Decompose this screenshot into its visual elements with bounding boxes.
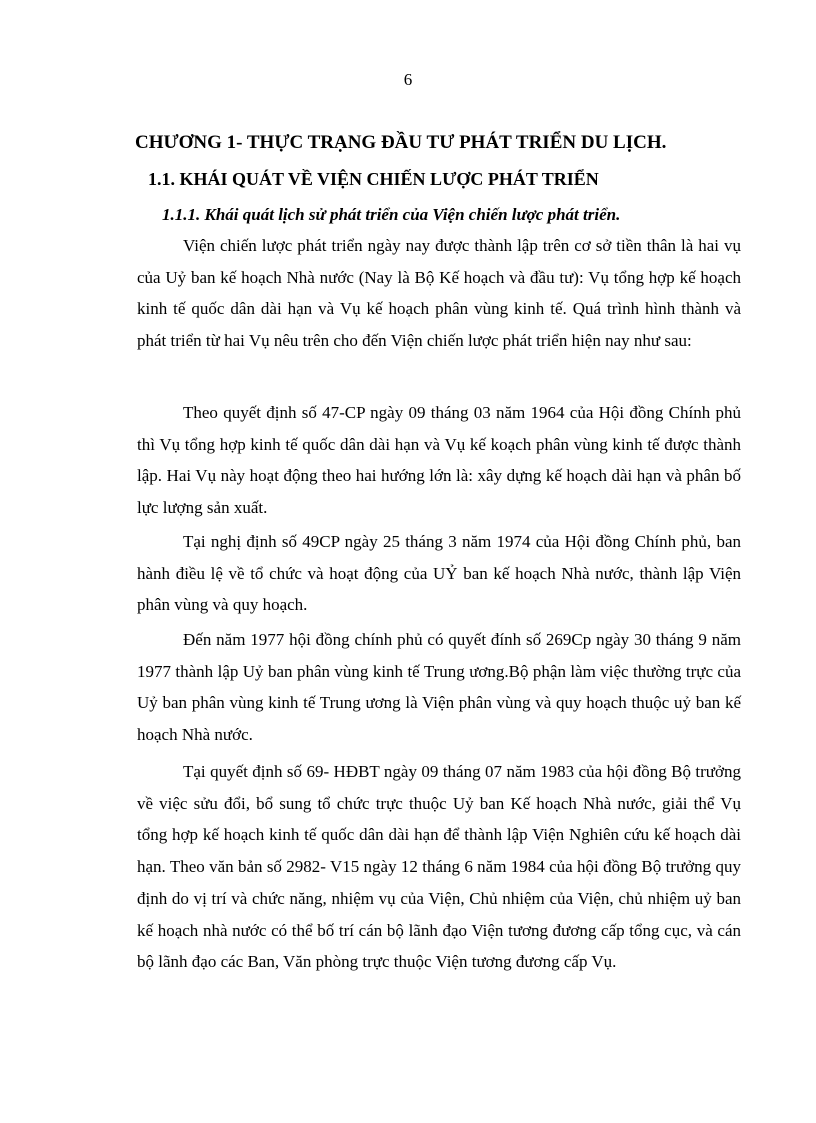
section-title: 1.1. KHÁI QUÁT VỀ VIỆN CHIẾN LƯỢC PHÁT TRIỂN: [148, 169, 599, 189]
paragraph-1: Viện chiến lược phát triển ngày nay được thành lập trên cơ sở tiền thân là hai vụ của Uỷ ban kế hoạch Nhà nước (Nay là Bộ Kế hoạch và đầu tư): Vụ tổng hợp kế hoạch kinh tế quốc dân dài hạn và Vụ kế hoạch phân vùng kinh tế. Quá trình hình thành và phát triển từ hai Vụ nêu trên cho đến Viện chiến lược phát triển hiện nay như sau:: [137, 236, 741, 351]
subsection-title: 1.1.1. Khái quát lịch sử phát triển của Viện chiến lược phát triển.: [162, 205, 621, 224]
chapter-title: CHƯƠNG 1- THỰC TRẠNG ĐẦU TƯ PHÁT TRIỂN DU LỊCH.: [135, 132, 667, 153]
paragraph-4: Đến năm 1977 hội đồng chính phủ có quyết đính số 269Cp ngày 30 tháng 9 năm 1977 thành lập Uỷ ban phân vùng kinh tế Trung ương.Bộ phận làm việc thường trực của Uỷ ban phân vùng kinh tế Trung ương là Viện phân vùng và quy hoạch thuộc uỷ ban kế hoạch Nhà nước.: [137, 630, 741, 745]
paragraph-2: Theo quyết định số 47-CP ngày 09 tháng 03 năm 1964 của Hội đồng Chính phủ thì Vụ tổng hợp kinh tế quốc dân dài hạn và Vụ kế koạch phân vùng kinh tế được thành lập. Hai Vụ này hoạt động theo hai hướng lớn là: xây dựng kế hoạch dài hạn và phân bố lực lượng sản xuất.: [137, 403, 741, 518]
paragraph-5: Tại quyết định số 69- HĐBT ngày 09 tháng 07 năm 1983 của hội đồng Bộ trưởng về việc sửu đổi, bổ sung tổ chức trực thuộc Uỷ ban Kế hoạch Nhà nước, giải thể Vụ tổng hợp kế hoạch kinh tế quốc dân dài hạn để thành lập Viện Nghiên cứu kế hoạch dài hạn. Theo văn bản số 2982- V15 ngày 12 tháng 6 năm 1984 của hội đồng Bộ trưởng quy định do vị trí và chức năng, nhiệm vụ của Viện, Chủ nhiệm của Viện, chủ nhiệm uỷ ban kế hoạch nhà nước có thể bố trí cán bộ lãnh đạo Viện tương đương cấp tổng cục, và cán bộ lãnh đạo các Ban, Văn phòng trực thuộc Viện tương đương cấp Vụ.: [137, 762, 741, 972]
page-number: 6: [403, 70, 413, 89]
paragraph-3: Tại nghị định số 49CP ngày 25 tháng 3 năm 1974 của Hội đồng Chính phủ, ban hành điều lệ về tổ chức và hoạt động của UỶ ban kế hoạch Nhà nước, thành lập Viện phân vùng và quy hoạch.: [137, 532, 741, 615]
